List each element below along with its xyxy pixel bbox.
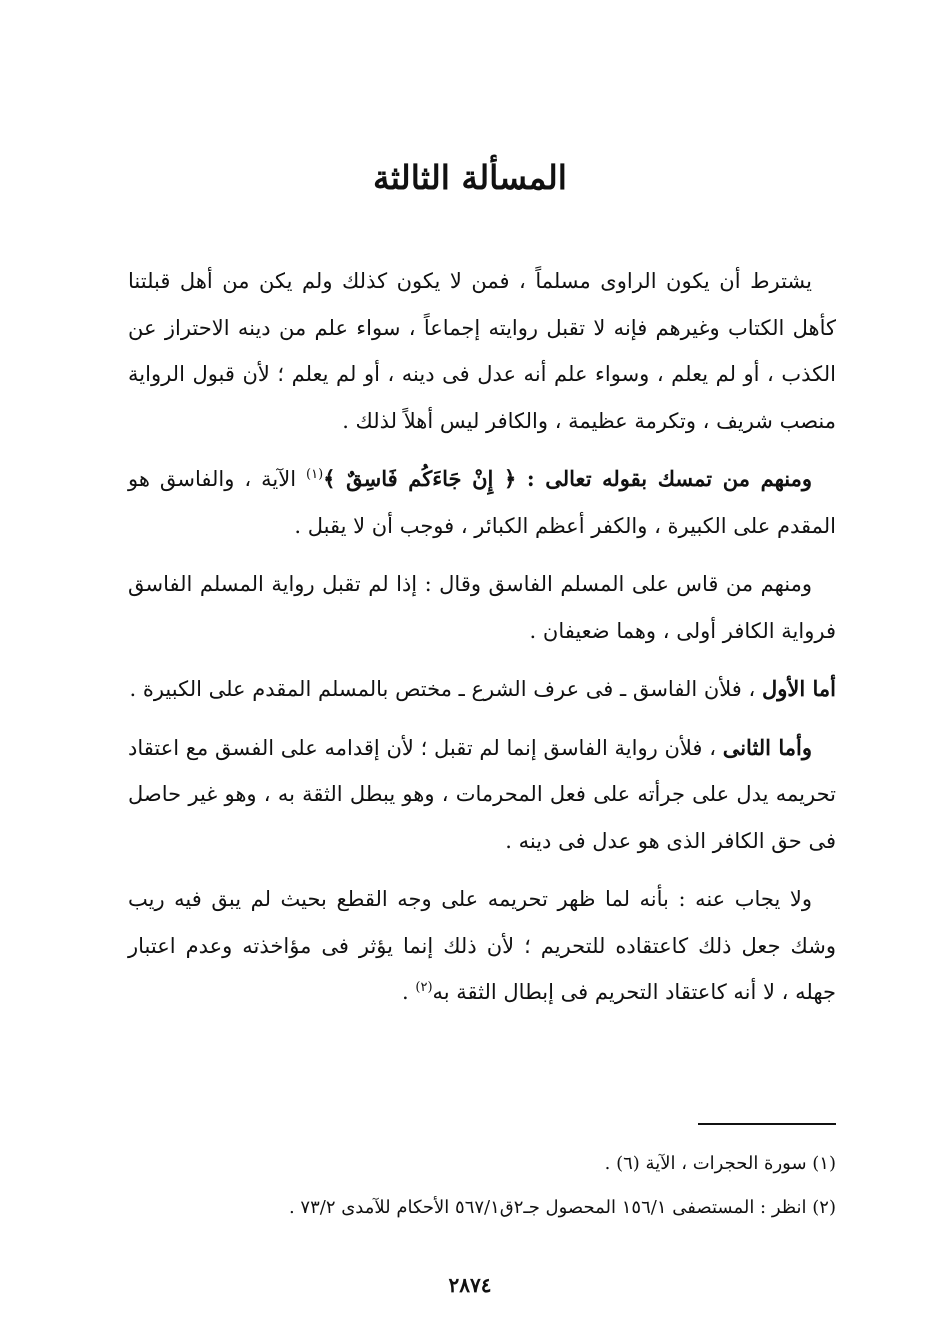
footnotes	[150, 1150, 836, 1238]
paragraph-5-rest: ، فلأن رواية الفاسق إنما لم تقبل ؛ لأن إقدامه على الفسق مع اعتقاد تحريمه يدل على جرأته على فعل المحرمات ، وهو يبطل الثقة به ، وهو غير حاصل فى حق الكافر الذى هو عدل فى دينه .	[128, 735, 836, 853]
paragraph-6	[128, 876, 836, 1016]
paragraph-6-end: .	[402, 980, 416, 1004]
footnote-ref-1: (١)	[306, 467, 324, 482]
paragraph-4-lead: أما الأول	[761, 676, 836, 701]
paragraph-4-rest: ، فلأن الفاسق ـ فى عرف الشرع ـ مختص بالمسلم المقدم على الكبيرة .	[129, 677, 762, 701]
body-text	[128, 258, 836, 1028]
paragraph-3: ومنهم من قاس على المسلم الفاسق وقال : إذا لم تقبل رواية المسلم الفاسق فرواية الكافر أولى ، وهما ضعيفان .	[128, 572, 836, 643]
page-title: المسألة الثالثة	[373, 158, 567, 198]
page-number: ٢٨٧٤	[448, 1273, 492, 1297]
paragraph-6-text: ولا يجاب عنه : بأنه لما ظهر تحريمه على وجه القطع بحيث لم يبق فيه ريب وشك جعل ذلك كاعتقاده للتحريم ؛ لأن ذلك إنما يؤثر فى مؤاخذته وعدم اعتبار جهله ، لا أنه كاعتقاد التحريم فى إبطال الثقة به	[128, 887, 836, 1004]
paragraph-2-lead: ومنهم من تمسك بقوله تعالى :	[516, 466, 812, 491]
footnote-separator	[698, 1123, 836, 1125]
footnote-2: (٢) انظر : المستصفى ١٥٦/١ المحصول جـ٢ق٥٦٧/١ الأحكام للآمدى ٧٣/٢ .	[288, 1197, 836, 1218]
paragraph-2	[128, 456, 836, 549]
footnote-ref-2: (٢)	[415, 980, 433, 995]
quran-verse: ﴿ إِنْ جَاءَكُم فَاسِقٌ ﴾	[323, 466, 517, 491]
paragraph-5-lead: وأما الثانى	[722, 734, 813, 760]
paragraph-2-rest: الآية ، والفاسق هو المقدم على الكبيرة ، والكفر أعظم الكبائر ، فوجب أن لا يقبل .	[128, 467, 836, 538]
paragraph-5	[128, 725, 836, 865]
paragraph-4	[128, 666, 836, 713]
footnote-1: (١) سورة الحجرات ، الآية (٦) .	[604, 1153, 836, 1174]
paragraph-1: يشترط أن يكون الراوى مسلماً ، فمن لا يكون كذلك ولم يكن من أهل قبلتنا كأهل الكتاب وغيرهم فإنه لا تقبل روايته إجماعاً ، سواء علم من دينه الاحتراز عن الكذب ، أو لم يعلم ، وسواء علم أنه عدل فى دينه ، أو لم يعلم ؛ لأن قبول الرواية منصب شريف ، وتكرمة عظيمة ، والكافر ليس أهلاً لذلك .	[128, 269, 836, 433]
